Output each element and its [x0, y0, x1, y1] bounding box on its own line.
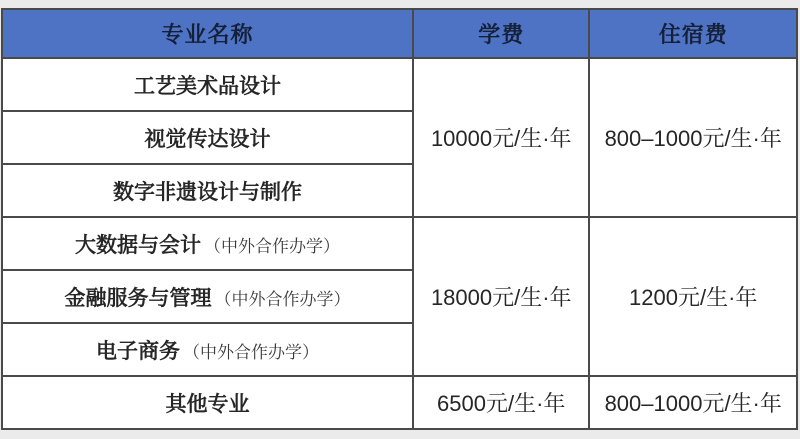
table-row [2, 376, 797, 429]
accommodation-cell-other: 800–1000元/生·年 [589, 376, 797, 429]
accommodation-cell-sino-foreign-group: 1200元/生·年 [589, 217, 797, 376]
major-name: 大数据与会计 [75, 233, 202, 257]
major-name: 电子商务 [96, 339, 181, 363]
header-cell-tuition: 学费 [413, 9, 589, 58]
fee-table [1, 8, 798, 430]
major-cell [2, 217, 413, 270]
table-header-row [2, 9, 797, 58]
major-note: （中外合作办学） [183, 342, 320, 362]
major-note: （中外合作办学） [204, 236, 341, 256]
major-cell [2, 111, 413, 164]
major-name: 金融服务与管理 [64, 286, 212, 310]
header-cell-major-name: 专业名称 [2, 9, 413, 58]
major-note: （中外合作办学） [214, 289, 351, 309]
header-cell-accommodation: 住宿费 [589, 9, 797, 58]
tuition-cell-other: 6500元/生·年 [413, 376, 589, 429]
major-name: 工艺美术品设计 [134, 74, 282, 98]
tuition-cell-sino-foreign-group: 18000元/生·年 [413, 217, 589, 376]
major-name: 其他专业 [165, 392, 250, 416]
major-cell [2, 323, 413, 376]
table-row [2, 217, 797, 270]
major-cell [2, 270, 413, 323]
major-cell [2, 376, 413, 429]
table-row [2, 58, 797, 111]
tuition-cell-design-group: 10000元/生·年 [413, 58, 589, 217]
major-name: 视觉传达设计 [144, 127, 271, 151]
major-cell [2, 164, 413, 217]
major-name: 数字非遗设计与制作 [113, 180, 303, 204]
major-cell [2, 58, 413, 111]
accommodation-cell-design-group: 800–1000元/生·年 [589, 58, 797, 217]
